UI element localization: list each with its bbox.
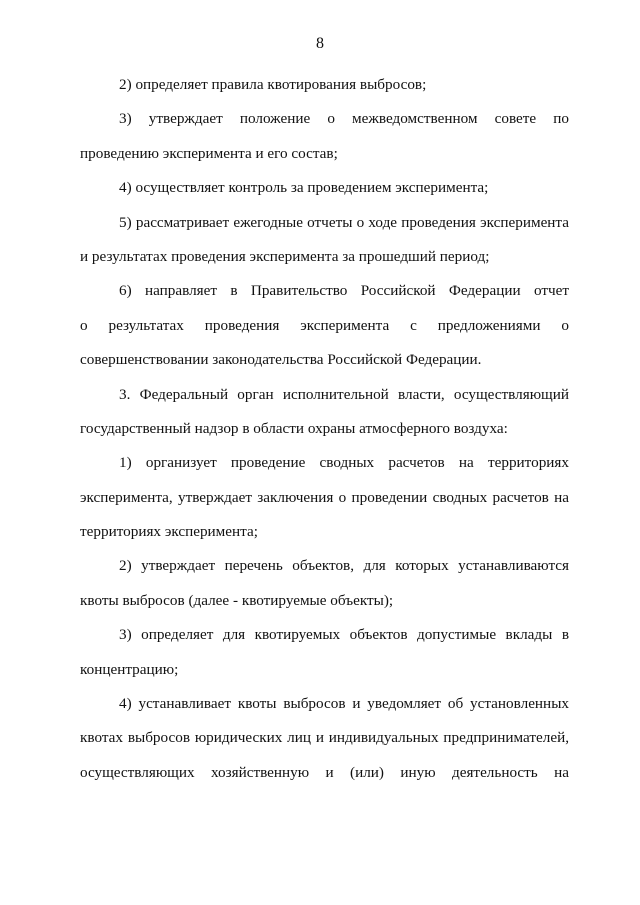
text-line: 2) утверждает перечень объектов, для которых устанавливаются	[119, 557, 569, 575]
text-line: и результатах проведения эксперимента за прошедший период;	[80, 247, 490, 265]
text-line: 6) направляет в Правительство Российской Федерации отчет	[119, 282, 569, 300]
text-line: 2) определяет правила квотирования выбросов;	[119, 76, 427, 93]
text-line: территориях эксперимента;	[80, 523, 258, 541]
text-line: проведению эксперимента и его состав;	[80, 144, 338, 162]
text-line: государственный надзор в области охраны атмосферного воздуха:	[80, 419, 508, 437]
text-line: квотах выбросов юридических лиц и индивидуальных предпринимателей,	[80, 729, 569, 747]
text-line: о результатах проведения эксперимента с предложениями о	[80, 316, 569, 334]
text-line: концентрацию;	[80, 660, 179, 678]
text-line: 3. Федеральный орган исполнительной власти, осуществляющий	[119, 385, 569, 403]
document-body	[80, 68, 569, 790]
text-line: 1) организует проведение сводных расчетов на территориях	[119, 454, 569, 472]
text-line: 5) рассматривает ежегодные отчеты о ходе проведения эксперимента	[119, 213, 569, 231]
text-line: 4) осуществляет контроль за проведением эксперимента;	[119, 179, 489, 197]
text-line: 3) определяет для квотируемых объектов допустимые вклады в	[119, 626, 569, 644]
text-line: совершенствовании законодательства Российской Федерации.	[80, 351, 482, 369]
text-line: 3) утверждает положение о межведомственном совете по	[119, 110, 569, 128]
page-number: 8	[316, 35, 324, 52]
text-line: 4) устанавливает квоты выбросов и уведомляет об установленных	[119, 695, 569, 713]
text-line: квоты выбросов (далее - квотируемые объекты);	[80, 591, 394, 609]
text-line: эксперимента, утверждает заключения о проведении сводных расчетов на	[80, 488, 569, 506]
text-line: осуществляющих хозяйственную и (или) иную деятельность на	[80, 763, 569, 781]
